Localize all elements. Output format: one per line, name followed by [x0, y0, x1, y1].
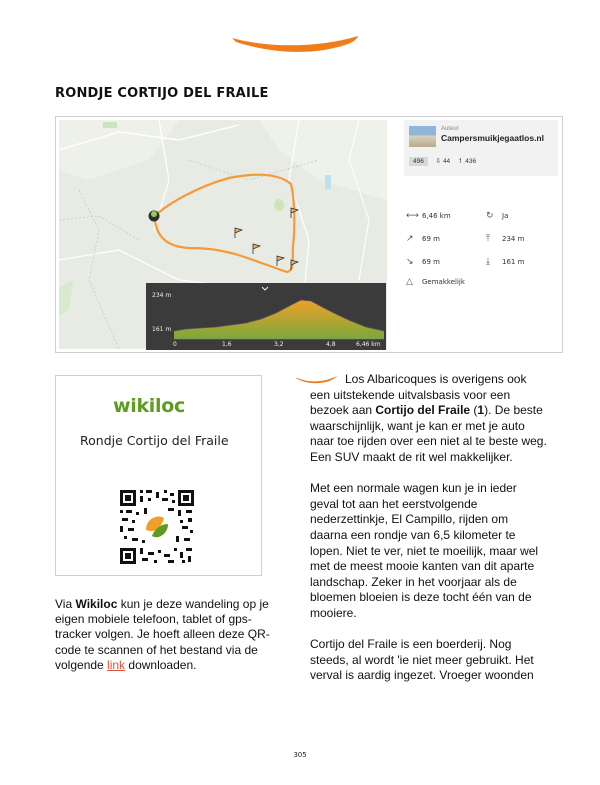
stat-min-alt: ⤓ 161 m	[486, 257, 525, 267]
author-stat-2: 436	[465, 158, 477, 165]
profile-x-tick: 4,8	[326, 341, 336, 348]
followers-icon: ⇩	[435, 158, 442, 165]
profile-alt-low: 161 m	[152, 326, 172, 333]
wikiloc-logo: wikiloc	[113, 395, 185, 417]
body-text-column	[310, 372, 548, 699]
max-altitude-icon: ⤒	[486, 234, 490, 244]
orange-brush-stroke	[228, 30, 362, 58]
author-stat-1: 44	[442, 158, 451, 165]
route-panel	[55, 116, 563, 353]
ascent-icon: ↗	[406, 234, 414, 244]
min-altitude-icon: ⤓	[486, 257, 490, 267]
author-avatar	[409, 126, 436, 147]
paragraph-3: Cortijo del Fraile is een boerderij. Nog steeds, al wordt 'ie niet meer gebruikt. Het verval is aardig ingezet. Vroeger woonden	[310, 637, 534, 683]
descent-icon: ↘	[406, 257, 414, 267]
wikiloc-leaf-icon	[143, 513, 171, 541]
author-label: Auteur	[441, 126, 459, 132]
paragraph-1: Los Albaricoques is overigens ook een uitstekende uitvalsbasis voor een bezoek aan Cortijo del Fraile (1). De beste waarschijnlijk, want je kan er met je auto naar toe rijden over een niet al te beste weg. Een SUV maakt de rit wel makkelijker.	[310, 372, 547, 464]
trails-icon: ↿	[457, 158, 464, 165]
download-link[interactable]: link	[107, 657, 126, 672]
chevron-down-icon	[262, 287, 268, 290]
stat-difficulty: △ Gemakkelijk	[406, 277, 465, 287]
stat-descent: ↘ 69 m	[406, 257, 440, 267]
qr-card-title: Rondje Cortijo del Fraile	[80, 433, 229, 448]
start-marker-icon	[149, 211, 160, 222]
page-title: RONDJE CORTIJO DEL FRAILE	[55, 86, 269, 101]
page-number: 305	[293, 751, 307, 759]
loop-icon: ↻	[486, 211, 494, 221]
author-badge: 496	[409, 157, 428, 166]
profile-x-tick: 1,6	[222, 341, 232, 348]
stat-loop: ↻ Ja	[486, 211, 509, 221]
elevation-profile[interactable]	[146, 283, 386, 350]
paragraph-2: Met een normale wagen kun je in ieder geval tot aan het eerstvolgende nederzettinkje, El Campillo, rijden om daarna een rondje van 6,5 kilometer te lopen. Niet te ver, niet te moeilijk, maar wel met de meest mooie kanten van dit aparte landschap. Zeker in het voorjaar als de bloemen bloeien is deze tocht één van de mooiere.	[310, 481, 539, 620]
stat-distance: ⟷ 6,46 km	[406, 211, 451, 221]
qr-caption: Via Wikiloc kun je deze wandeling op je eigen mobiele telefoon, tablet of gps-tracker volgen. Je hoeft alleen deze QR-code te scannen of het bestand via de volgende link downloaden.	[55, 597, 270, 672]
difficulty-icon: △	[406, 277, 413, 287]
profile-x-tick: 0	[173, 341, 177, 348]
qr-code[interactable]	[120, 490, 194, 564]
author-stats	[409, 157, 482, 166]
author-card[interactable]	[404, 120, 558, 176]
profile-x-tick: 6,46 km	[356, 341, 381, 348]
profile-x-tick: 3,2	[274, 341, 284, 348]
stat-max-alt: ⤒ 234 m	[486, 234, 525, 244]
profile-alt-high: 234 m	[152, 292, 172, 299]
stat-ascent: ↗ 69 m	[406, 234, 440, 244]
distance-icon: ⟷	[406, 211, 419, 221]
qr-card[interactable]	[55, 375, 262, 576]
author-name[interactable]: Campersmuikjegaatlos.nl	[441, 133, 544, 143]
caption-brand: Wikiloc	[75, 597, 118, 611]
